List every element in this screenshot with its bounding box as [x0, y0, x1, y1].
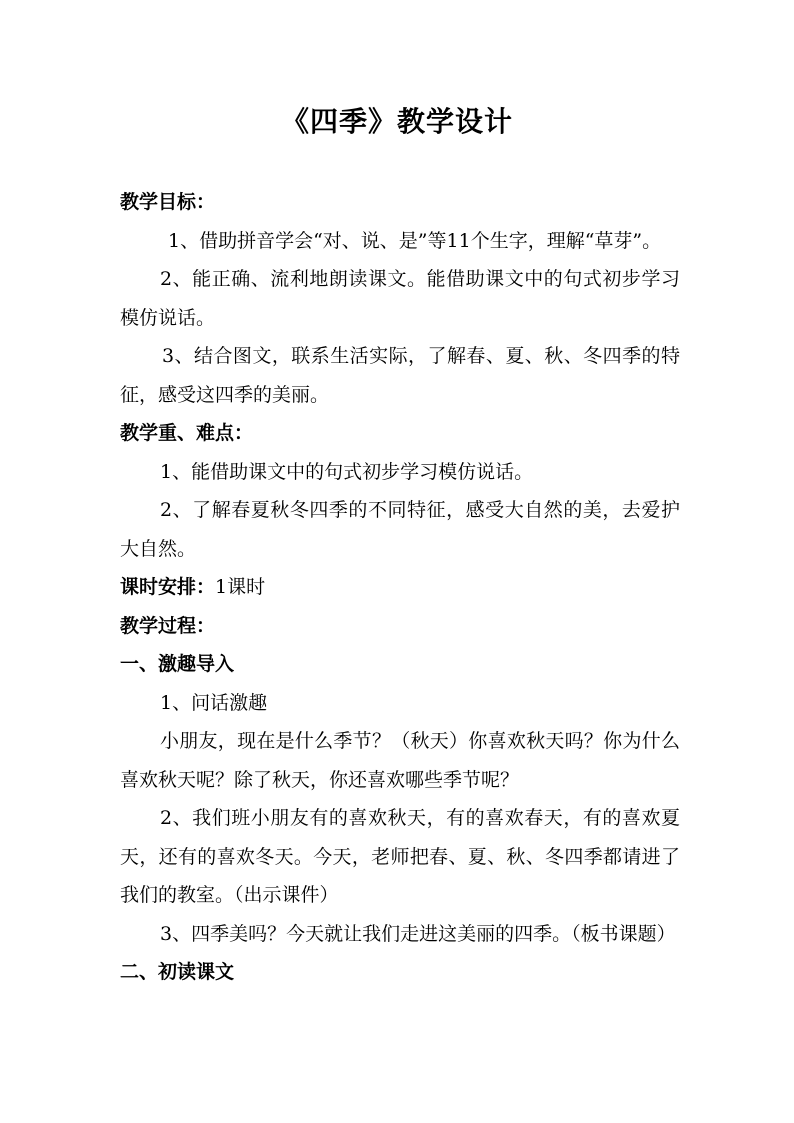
schedule-line	[120, 568, 680, 607]
part1-item: 1、问话激趣	[160, 691, 268, 714]
part1-item: 2、我们班小朋友有的喜欢秋天，有的喜欢春天，有的喜欢夏天，还有的喜欢冬天。今天，老师把春、夏、秋、冬四季都请进了我们的教室。（出示课件）	[120, 807, 680, 906]
goal-item: 2、能正确、流利地朗读课文。能借助课文中的句式初步学习模仿说话。	[120, 268, 680, 329]
part1-heading: 一、激趣导入	[120, 653, 235, 675]
part2-heading: 二、初读课文	[120, 961, 235, 983]
document-title: 《四季》教学设计	[280, 105, 513, 138]
part1-item: 3、四季美吗？今天就让我们走进这美丽的四季。（板书课题）	[160, 922, 676, 945]
goals-heading: 教学目标：	[120, 191, 216, 213]
key-points-heading: 教学重、难点：	[120, 422, 254, 444]
goal-item: 3、结合图文，联系生活实际，了解春、夏、秋、冬四季的特征，感受这四季的美丽。	[120, 345, 680, 406]
process-heading: 教学过程：	[120, 614, 216, 637]
schedule-value: 1课时	[215, 576, 266, 598]
key-point-item: 2、了解春夏秋冬四季的不同特征，感受大自然的美，去爱护大自然。	[120, 499, 680, 560]
key-point-item: 1、能借助课文中的句式初步学习模仿说话。	[160, 460, 534, 483]
part1-paragraph: 小朋友，现在是什么季节？（秋天）你喜欢秋天吗？你为什么喜欢秋天呢？除了秋天，你还喜欢哪些季节呢？	[120, 730, 680, 791]
schedule-label: 课时安排：	[120, 576, 216, 598]
document-body	[120, 183, 680, 992]
goal-item: 1、借助拼音学会“对、说、是”等11个生字，理解“草芽”。	[168, 229, 662, 252]
